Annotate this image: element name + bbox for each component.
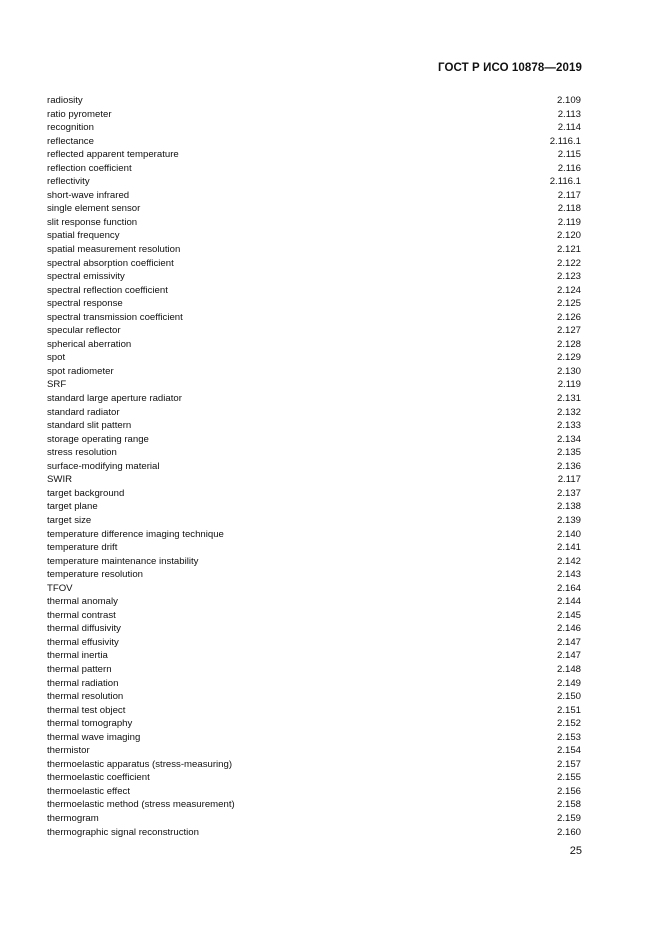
index-reference: 2.146 — [556, 623, 581, 635]
index-reference: 2.120 — [556, 230, 581, 242]
index-term: thermal contrast — [47, 609, 116, 621]
index-reference: 2.124 — [556, 284, 581, 296]
index-term: radiosity — [47, 95, 83, 106]
index-reference: 2.116.1 — [549, 176, 581, 188]
index-entry — [47, 351, 581, 365]
index-term: thermal pattern — [47, 663, 112, 675]
index-entry — [47, 528, 581, 542]
index-entry — [47, 541, 581, 555]
index-entry — [47, 162, 581, 176]
index-entry — [47, 338, 581, 352]
index-reference: 2.128 — [556, 338, 581, 350]
index-entry — [47, 649, 581, 663]
index-term: thermal resolution — [47, 691, 124, 703]
index-reference: 2.155 — [556, 772, 581, 784]
index-term: storage operating range — [47, 433, 149, 445]
index-reference: 2.158 — [556, 799, 581, 811]
index-term: reflectance — [47, 135, 94, 147]
index-term: thermogram — [47, 812, 99, 824]
index-reference: 2.126 — [556, 311, 581, 323]
index-reference: 2.114 — [557, 122, 581, 134]
index-term: spectral emissivity — [47, 271, 125, 283]
index-term: standard large aperture radiator — [47, 393, 182, 405]
index-entry — [47, 378, 581, 392]
index-entry — [47, 690, 581, 704]
term-index-list — [47, 94, 581, 839]
index-term: reflectivity — [47, 176, 90, 188]
index-reference: 2.130 — [556, 365, 581, 377]
index-entry — [47, 609, 581, 623]
index-reference: 2.157 — [556, 758, 581, 770]
index-term: slit response function — [47, 216, 138, 228]
index-reference: 2.138 — [556, 501, 581, 513]
index-term: spatial frequency — [47, 230, 120, 242]
index-term: SWIR — [47, 474, 73, 486]
index-term: thermal radiation — [47, 677, 119, 689]
index-entry — [47, 744, 581, 758]
index-reference: 2.137 — [556, 487, 581, 499]
index-reference: 2.143 — [556, 569, 581, 581]
index-term: thermal tomography — [47, 718, 133, 730]
index-reference: 2.153 — [556, 731, 581, 743]
index-entry — [47, 677, 581, 691]
index-term: spot radiometer — [47, 365, 114, 377]
index-entry — [47, 785, 581, 799]
index-entry — [47, 324, 581, 338]
index-reference: 2.136 — [556, 460, 581, 472]
index-reference: 2.133 — [556, 420, 581, 432]
index-term: thermographic signal reconstruction — [47, 826, 199, 838]
index-reference: 2.152 — [556, 718, 581, 730]
index-reference: 2.142 — [556, 555, 581, 567]
index-entry — [47, 243, 581, 257]
index-term: standard radiator — [47, 406, 120, 418]
index-entry — [47, 406, 581, 420]
index-entry — [47, 311, 581, 325]
index-reference: 2.123 — [556, 271, 581, 283]
index-term: specular reflector — [47, 325, 121, 337]
index-entry — [47, 771, 581, 785]
index-entry — [47, 717, 581, 731]
index-term: temperature drift — [47, 542, 118, 554]
index-entry — [47, 500, 581, 514]
index-entry — [47, 284, 581, 298]
index-entry — [47, 433, 581, 447]
index-term: ratio pyrometer — [47, 108, 112, 120]
index-reference: 2.164 — [556, 582, 581, 594]
index-term: temperature difference imaging technique — [47, 528, 224, 540]
index-reference: 2.160 — [556, 826, 581, 838]
index-reference: 2.159 — [556, 812, 581, 824]
index-term: stress resolution — [47, 447, 117, 459]
index-term: target plane — [47, 501, 98, 513]
index-entry — [47, 135, 581, 149]
index-reference: 2.156 — [556, 785, 581, 797]
index-entry — [47, 270, 581, 284]
index-entry — [47, 663, 581, 677]
index-term: TFOV — [47, 582, 73, 594]
index-entry — [47, 189, 581, 203]
index-entry — [47, 460, 581, 474]
index-reference: 2.139 — [556, 514, 581, 526]
index-entry — [47, 419, 581, 433]
index-reference: 2.131 — [556, 393, 581, 405]
index-term: spectral absorption coefficient — [47, 257, 174, 269]
index-reference: 2.132 — [556, 406, 581, 418]
index-reference: 2.154 — [556, 745, 581, 757]
index-reference: 2.127 — [556, 325, 581, 337]
index-term: thermoelastic apparatus (stress-measuring) — [47, 758, 233, 770]
index-reference: 2.116 — [557, 162, 581, 174]
index-term: thermal effusivity — [47, 636, 119, 648]
index-term: spatial measurement resolution — [47, 244, 181, 256]
index-reference: 2.122 — [556, 257, 581, 269]
index-term: thermoelastic method (stress measurement) — [47, 799, 235, 811]
index-reference: 2.117 — [557, 189, 581, 201]
index-entry — [47, 365, 581, 379]
index-term: reflected apparent temperature — [47, 149, 179, 161]
index-entry — [47, 216, 581, 230]
index-reference: 2.150 — [556, 691, 581, 703]
index-reference: 2.119 — [557, 216, 581, 228]
index-entry — [47, 758, 581, 772]
index-reference: 2.144 — [556, 596, 581, 608]
index-reference: 2.135 — [556, 447, 581, 459]
index-entry — [47, 704, 581, 718]
index-term: spectral response — [47, 298, 123, 310]
index-reference: 2.147 — [556, 636, 581, 648]
index-entry — [47, 121, 581, 135]
index-term: thermal wave imaging — [47, 731, 141, 743]
index-entry — [47, 812, 581, 826]
index-entry — [47, 297, 581, 311]
index-term: recognition — [47, 122, 94, 134]
index-term: temperature maintenance instability — [47, 555, 199, 567]
page-number: 25 — [569, 845, 582, 857]
index-term: single element sensor — [47, 203, 141, 215]
index-entry — [47, 257, 581, 271]
index-entry — [47, 636, 581, 650]
index-entry — [47, 555, 581, 569]
index-entry — [47, 108, 581, 122]
index-reference: 2.148 — [556, 663, 581, 675]
index-entry — [47, 94, 581, 108]
index-reference: 2.145 — [556, 609, 581, 621]
index-entry — [47, 514, 581, 528]
index-term: thermal test object — [47, 704, 126, 716]
index-reference: 2.151 — [556, 704, 581, 716]
index-term: reflection coefficient — [47, 162, 132, 174]
index-term: target background — [47, 487, 125, 499]
index-term: surface-modifying material — [47, 460, 160, 472]
index-entry — [47, 582, 581, 596]
index-reference: 2.129 — [556, 352, 581, 364]
index-reference: 2.149 — [556, 677, 581, 689]
index-reference: 2.134 — [556, 433, 581, 445]
index-term: standard slit pattern — [47, 420, 132, 432]
index-entry — [47, 229, 581, 243]
index-entry — [47, 731, 581, 745]
index-entry — [47, 487, 581, 501]
index-reference: 2.147 — [556, 650, 581, 662]
index-entry — [47, 175, 581, 189]
index-entry — [47, 826, 581, 840]
index-term: thermal inertia — [47, 650, 108, 662]
index-reference: 2.109 — [556, 95, 581, 106]
index-term: thermoelastic effect — [47, 785, 131, 797]
index-entry — [47, 473, 581, 487]
index-term: spot — [47, 352, 66, 364]
index-reference: 2.113 — [557, 108, 581, 120]
index-term: SRF — [47, 379, 67, 391]
index-entry — [47, 798, 581, 812]
index-entry — [47, 202, 581, 216]
index-entry — [47, 392, 581, 406]
index-entry — [47, 595, 581, 609]
index-term: target size — [47, 514, 92, 526]
index-reference: 2.117 — [557, 474, 581, 486]
index-entry — [47, 148, 581, 162]
index-entry — [47, 622, 581, 636]
document-header: ГОСТ Р ИСО 10878—2019 — [437, 62, 582, 74]
index-term: short-wave infrared — [47, 189, 130, 201]
index-reference: 2.116.1 — [549, 135, 581, 147]
index-entry — [47, 446, 581, 460]
index-reference: 2.121 — [556, 244, 581, 256]
index-term: thermoelastic coefficient — [47, 772, 150, 784]
index-term: thermistor — [47, 745, 90, 757]
index-reference: 2.118 — [557, 203, 581, 215]
index-reference: 2.140 — [556, 528, 581, 540]
index-reference: 2.119 — [557, 379, 581, 391]
index-entry — [47, 568, 581, 582]
index-term: thermal diffusivity — [47, 623, 121, 635]
index-reference: 2.125 — [556, 298, 581, 310]
index-term: spectral transmission coefficient — [47, 311, 183, 323]
index-term: spherical aberration — [47, 338, 132, 350]
index-reference: 2.115 — [557, 149, 581, 161]
index-term: thermal anomaly — [47, 596, 118, 608]
index-term: temperature resolution — [47, 569, 143, 581]
index-term: spectral reflection coefficient — [47, 284, 168, 296]
index-reference: 2.141 — [556, 542, 581, 554]
